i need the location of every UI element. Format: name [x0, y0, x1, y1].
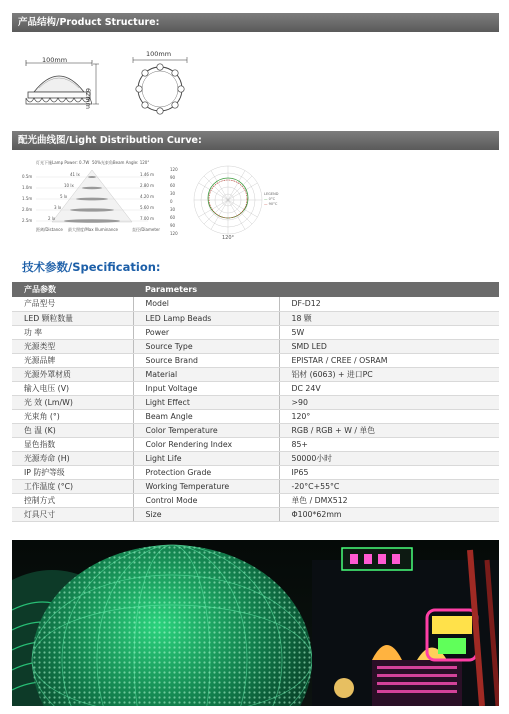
- spec-value: 120°: [279, 409, 499, 423]
- spec-en-label: Light Life: [133, 451, 279, 465]
- light-distribution-header: 配光曲线图/Light Distribution Curve:: [12, 131, 499, 150]
- spec-cn-label: 产品型号: [12, 297, 133, 311]
- top-view-drawing: [125, 56, 195, 116]
- lamp-power-label: 灯光下施Lamp Power: 0.7W: [36, 160, 90, 165]
- spec-row: [12, 339, 499, 353]
- spec-en-label: Control Mode: [133, 493, 279, 507]
- spec-row: [12, 381, 499, 395]
- spec-value: 铝材 (6063) + 进口PC: [279, 367, 499, 381]
- side-width-label: 100mm: [42, 56, 68, 64]
- spec-cn-label: 工作温度 (°C): [12, 479, 133, 493]
- polar-scale-6: 30: [170, 207, 176, 212]
- spec-en-label: Light Effect: [133, 395, 279, 409]
- spec-value: 单色 / DMX512: [279, 493, 499, 507]
- polar-scale-8: 90: [170, 223, 176, 228]
- spec-cn-label: 光源类型: [12, 339, 133, 353]
- beam-angle-label: 50%光束角Beam Angle: 120°: [92, 160, 150, 165]
- spec-row: [12, 423, 499, 437]
- spec-en-label: Beam Angle: [133, 409, 279, 423]
- spec-row: [12, 311, 499, 325]
- spec-row: [12, 395, 499, 409]
- spec-en-label: Power: [133, 325, 279, 339]
- spec-value: 50000小时: [279, 451, 499, 465]
- legend-item-0: — 0°C: [264, 197, 276, 201]
- spec-en-label: Material: [133, 367, 279, 381]
- spec-en-label: Working Temperature: [133, 479, 279, 493]
- spec-en-label: Color Rendering Index: [133, 437, 279, 451]
- diameter-row-1: 1.46 m: [140, 172, 155, 177]
- side-height-label: 62mm: [84, 88, 92, 109]
- spec-en-label: LED Lamp Beads: [133, 311, 279, 325]
- spec-row: [12, 465, 499, 479]
- spec-value: RGB / RGB + W / 单色: [279, 423, 499, 437]
- illuminance-footer: 最大照度/Max Illuminance: [68, 227, 119, 232]
- spec-cn-label: 光源外罩材质: [12, 367, 133, 381]
- spec-cn-label: 功 率: [12, 325, 133, 339]
- night-scene-photo: [12, 540, 499, 706]
- polar-scale-5: 0: [170, 199, 173, 204]
- legend-item-90: — 90°C: [264, 202, 278, 206]
- diameter-row-2: 2.80 m: [140, 183, 155, 188]
- product-structure-header: 产品结构/Product Structure:: [12, 13, 499, 32]
- spec-cn-label: 灯具尺寸: [12, 507, 133, 521]
- spec-row: [12, 325, 499, 339]
- distance-row-5: 2.5m: [22, 218, 33, 223]
- polar-scale-2: 90: [170, 175, 176, 180]
- polar-scale-1: 120: [170, 167, 178, 172]
- polar-diagram: [168, 164, 288, 244]
- lux-row-5: 2 lx: [48, 216, 56, 221]
- spec-en-label: Color Temperature: [133, 423, 279, 437]
- spec-cn-label: LED 颗粒数量: [12, 311, 133, 325]
- diameter-row-5: 7.00 m: [140, 216, 155, 221]
- spec-cn-label: IP 防护等级: [12, 465, 133, 479]
- spec-cn-label: 光 效 (Lm/W): [12, 395, 133, 409]
- spec-value: >90: [279, 395, 499, 409]
- spec-table: [12, 282, 499, 522]
- spec-cn-label: 色 温 (K): [12, 423, 133, 437]
- distance-row-4: 2.0m: [22, 207, 33, 212]
- spec-en-label: Input Voltage: [133, 381, 279, 395]
- header-parameters: Parameters: [133, 282, 499, 297]
- spec-en-label: Protection Grade: [133, 465, 279, 479]
- spec-cn-label: 光源寿命 (H): [12, 451, 133, 465]
- spec-value: IP65: [279, 465, 499, 479]
- legend-title: LEGEND: [264, 192, 279, 196]
- spec-cn-label: 光束角 (°): [12, 409, 133, 423]
- spec-value: SMD LED: [279, 339, 499, 353]
- spec-en-label: Size: [133, 507, 279, 521]
- spec-row: [12, 479, 499, 493]
- spec-cn-label: 显色指数: [12, 437, 133, 451]
- spec-row: [12, 353, 499, 367]
- spec-cn-label: 光源品牌: [12, 353, 133, 367]
- header-param-cn: 产品参数: [12, 282, 133, 297]
- diameter-row-4: 5.60 m: [140, 205, 155, 210]
- polar-scale-3: 60: [170, 183, 176, 188]
- spec-en-label: Source Type: [133, 339, 279, 353]
- spec-value: DC 24V: [279, 381, 499, 395]
- polar-scale-7: 60: [170, 215, 176, 220]
- specification-title: 技术参数/Specification:: [22, 260, 161, 274]
- distance-row-2: 1.0m: [22, 185, 33, 190]
- spec-row: [12, 367, 499, 381]
- top-width-label: 100mm: [146, 50, 172, 58]
- spec-value: -20°C+55°C: [279, 479, 499, 493]
- distance-footer: 距离/Distance: [36, 227, 63, 232]
- spec-row: [12, 507, 499, 521]
- spec-value: DF-D12: [279, 297, 499, 311]
- lux-row-2: 10 lx: [64, 183, 74, 188]
- lux-row-1: 41 lx: [70, 172, 80, 177]
- spec-row: [12, 437, 499, 451]
- spec-row: [12, 409, 499, 423]
- diameter-row-3: 4.20 m: [140, 194, 155, 199]
- distance-row-1: 0.5m: [22, 174, 33, 179]
- spec-cn-label: 输入电压 (V): [12, 381, 133, 395]
- spec-cn-label: 控制方式: [12, 493, 133, 507]
- polar-scale-4: 30: [170, 191, 176, 196]
- polar-scale-9: 120: [170, 231, 178, 236]
- spec-value: 18 颗: [279, 311, 499, 325]
- spec-value: EPISTAR / CREE / OSRAM: [279, 353, 499, 367]
- polar-angle-label: 120°: [222, 235, 235, 241]
- spec-value: 85+: [279, 437, 499, 451]
- spec-value: 5W: [279, 325, 499, 339]
- spec-table-header: [12, 282, 499, 297]
- diameter-footer: 直径/Diameter: [132, 227, 161, 232]
- distribution-table: [22, 160, 162, 232]
- spec-row: [12, 451, 499, 465]
- spec-en-label: Model: [133, 297, 279, 311]
- lux-row-3: 5 lx: [60, 194, 68, 199]
- distance-row-3: 1.5m: [22, 196, 33, 201]
- spec-value: Φ100*62mm: [279, 507, 499, 521]
- spec-row: [12, 297, 499, 311]
- spec-en-label: Source Brand: [133, 353, 279, 367]
- spec-row: [12, 493, 499, 507]
- lux-row-4: 3 lx: [54, 205, 62, 210]
